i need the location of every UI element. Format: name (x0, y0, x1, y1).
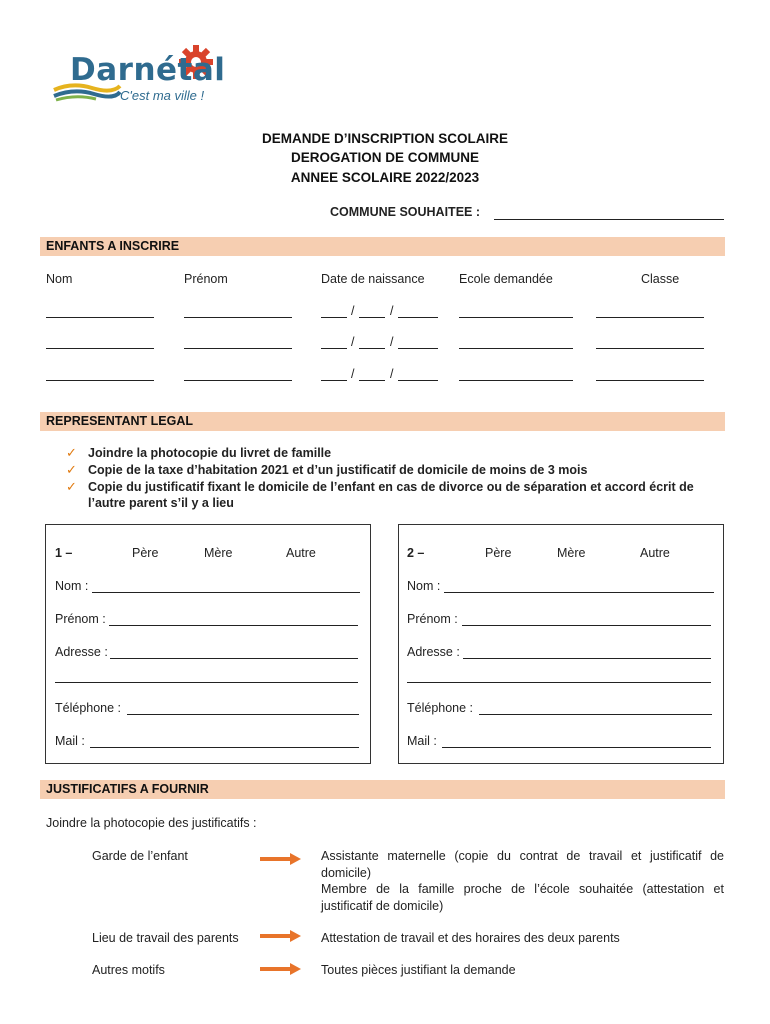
field-label-nom: Nom : (55, 579, 89, 593)
requirement-item-cont: l’autre parent s’il y a lieu (88, 496, 234, 510)
child-year-input[interactable] (398, 380, 438, 381)
piece-text: Attestation de travail et des horaires des deux parents (321, 931, 620, 945)
option-pere[interactable]: Père (132, 546, 159, 560)
mail-input[interactable] (90, 747, 359, 748)
prenom-input[interactable] (462, 625, 711, 626)
motif-label: Autres motifs (92, 963, 165, 977)
child-prenom-input[interactable] (184, 348, 292, 349)
commune-input[interactable] (494, 219, 724, 220)
child-month-input[interactable] (359, 348, 385, 349)
field-label-mail: Mail : (55, 734, 85, 748)
field-label-adresse: Adresse : (55, 645, 108, 659)
option-autre[interactable]: Autre (640, 546, 670, 560)
child-ecole-input[interactable] (459, 317, 573, 318)
section-justificatifs: JUSTIFICATIFS A FOURNIR (40, 780, 725, 799)
requirement-item: Copie de la taxe d’habitation 2021 et d’un justificatif de domicile de moins de 3 mois (88, 463, 588, 477)
telephone-input[interactable] (479, 714, 712, 715)
mail-input[interactable] (442, 747, 711, 748)
check-icon: ✓ (66, 462, 77, 477)
prenom-input[interactable] (109, 625, 358, 626)
child-classe-input[interactable] (596, 348, 704, 349)
telephone-input[interactable] (127, 714, 359, 715)
requirement-item: Joindre la photocopie du livret de famille (88, 446, 332, 460)
adresse-input[interactable] (463, 658, 711, 659)
child-month-input[interactable] (359, 317, 385, 318)
child-nom-input[interactable] (46, 380, 154, 381)
option-pere[interactable]: Père (485, 546, 512, 560)
field-label-telephone: Téléphone : (55, 701, 122, 715)
child-classe-input[interactable] (596, 317, 704, 318)
parent-box-2 (398, 524, 724, 764)
child-ecole-input[interactable] (459, 348, 573, 349)
school-year: ANNEE SCOLAIRE 2022/2023 (290, 170, 480, 185)
commune-label: COMMUNE SOUHAITEE : (330, 205, 480, 219)
option-autre[interactable]: Autre (286, 546, 316, 560)
field-label-telephone: Téléphone : (407, 701, 474, 715)
document-subtitle: DEROGATION DE COMMUNE (291, 150, 479, 165)
child-day-input[interactable] (321, 348, 347, 349)
parent-number: 1 – (55, 546, 73, 560)
child-classe-input[interactable] (596, 380, 704, 381)
section-representant: REPRESENTANT LEGAL (40, 412, 725, 431)
col-date-naissance: Date de naissance (321, 272, 425, 286)
requirement-item: Copie du justificatif fixant le domicile de l’enfant en cas de divorce ou de séparation et accord écrit de (88, 480, 694, 494)
arrow-right-icon (260, 852, 302, 866)
piece-text: Membre de la famille proche de l’école souhaitée (attestation et justificatif de domicile) (321, 882, 724, 913)
col-ecole: Ecole demandée (459, 272, 553, 286)
field-label-adresse: Adresse : (407, 645, 460, 659)
arrow-right-icon (260, 929, 302, 943)
col-classe: Classe (641, 272, 680, 286)
field-label-prenom: Prénom : (55, 612, 106, 626)
child-nom-input[interactable] (46, 348, 154, 349)
child-month-input[interactable] (359, 380, 385, 381)
field-label-prenom: Prénom : (407, 612, 458, 626)
justificatifs-intro: Joindre la photocopie des justificatifs : (46, 816, 257, 830)
parent-number: 2 – (407, 546, 425, 560)
motif-label: Garde de l’enfant (92, 849, 188, 863)
child-year-input[interactable] (398, 317, 438, 318)
logo-tagline: C'est ma ville ! (120, 88, 205, 103)
piece-text: Toutes pièces justifiant la demande (321, 963, 516, 977)
adresse-input[interactable] (110, 658, 358, 659)
arrow-right-icon (260, 962, 302, 976)
nom-input[interactable] (92, 592, 360, 593)
child-ecole-input[interactable] (459, 380, 573, 381)
adresse-input-line2[interactable] (407, 682, 711, 683)
section-enfants: ENFANTS A INSCRIRE (40, 237, 725, 256)
check-icon: ✓ (66, 445, 77, 460)
col-nom: Nom (46, 272, 73, 286)
option-mere[interactable]: Mère (557, 546, 586, 560)
motif-label: Lieu de travail des parents (92, 931, 239, 945)
child-nom-input[interactable] (46, 317, 154, 318)
col-prenom: Prénom (184, 272, 228, 286)
document-title: DEMANDE D’INSCRIPTION SCOLAIRE (261, 131, 508, 146)
child-day-input[interactable] (321, 380, 347, 381)
field-label-mail: Mail : (407, 734, 437, 748)
child-prenom-input[interactable] (184, 317, 292, 318)
logo-name: Darnétal (70, 52, 226, 88)
child-year-input[interactable] (398, 348, 438, 349)
field-label-nom: Nom : (407, 579, 441, 593)
parent-box-1 (45, 524, 371, 764)
option-mere[interactable]: Mère (204, 546, 233, 560)
child-day-input[interactable] (321, 317, 347, 318)
adresse-input-line2[interactable] (55, 682, 358, 683)
nom-input[interactable] (444, 592, 714, 593)
piece-text: Assistante maternelle (copie du contrat de travail et justificatif de domicile) (321, 849, 724, 880)
child-prenom-input[interactable] (184, 380, 292, 381)
check-icon: ✓ (66, 479, 77, 494)
